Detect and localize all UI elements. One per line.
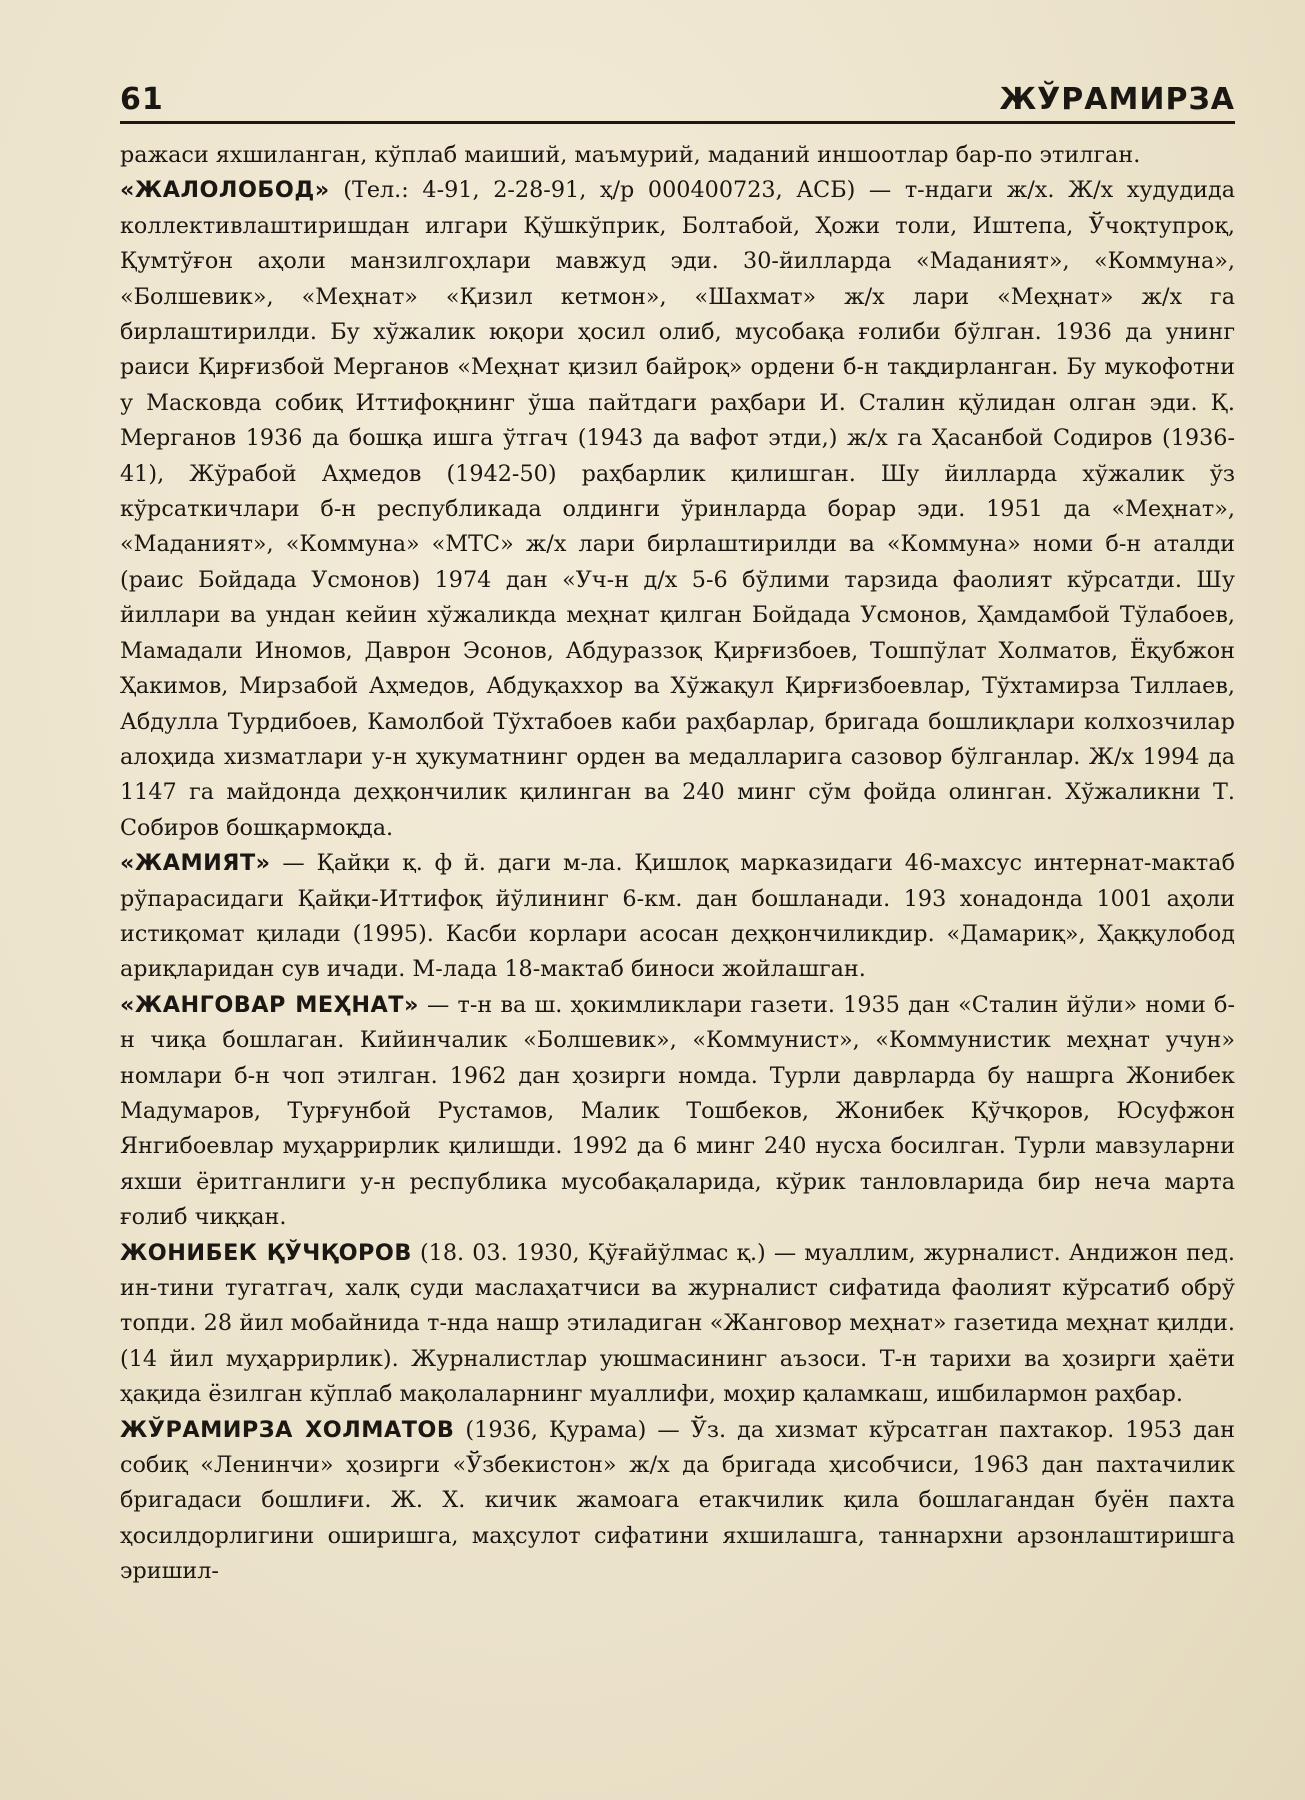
entry-headword: «ЖАНГОВАР МЕҲНАТ»	[120, 991, 419, 1018]
entry-text: (1936, Қурама) — Ўз. да хизмат кўрсатган пахтакор. 1953 дан собиқ «Ленинчи» ҳозирги «Ўзбекистон» ж/х да бригада ҳисобчиси, 1963 дан пахтачилик бригадаси бошлиғи. Ж. Х. кичик жамоага етакчилик қила бошлагандан буён пахта ҳосилдорлигини оширишга, маҳсулот сифатини яхшилашга, таннархни арзонлаштиришга эришил-	[120, 1416, 1235, 1585]
entry-text: — Қайқи қ. ф й. даги м-ла. Қишлоқ марказидаги 46-махсус интернат-мактаб рўпарасидаги Қайқи-Иттифоқ йўлининг 6-км. дан бошланади. 193 хонадонда 1001 аҳоли истиқомат қилади (1995). Касби корлари асосан деҳқончиликдир. «Дамариқ», Ҳаққулобод ариқларидан сув ичади. М-лада 18-мактаб биноси жойлашган.	[120, 850, 1235, 983]
entry-jangovar-mehnat	[120, 988, 1235, 1236]
entry-continuation	[120, 138, 1235, 173]
entry-jonibek-quchqorov	[120, 1236, 1235, 1413]
entry-jalolobod	[120, 173, 1235, 846]
entry-text: ражаси яхшиланган, кўплаб маиший, маъмурий, маданий иншоотлар бар-по этилган.	[120, 142, 1141, 168]
entry-jamiyat	[120, 846, 1235, 988]
running-head: ЖЎРАМИРЗА	[999, 82, 1235, 117]
entry-text: — т-н ва ш. ҳокимликлари газети. 1935 дан «Сталин йўли» номи б-н чиқа бошлаган. Кийинчалик «Болшевик», «Коммунист», «Коммунистик меҳнат учун» номлари б-н чоп этилган. 1962 дан ҳозирги номда. Турли даврларда бу нашрга Жонибек Мадумаров, Турғунбой Рустамов, Малик Тошбеков, Жонибек Қўчқоров, Юсуфжон Янгибоевлар муҳаррирлик қилишди. 1992 да 6 минг 240 нусха босилган. Турли мавзуларни яхши ёритганлиги у-н республика мусобақаларида, кўрик танловларида бир неча марта ғолиб чиққан.	[120, 991, 1235, 1231]
entry-headword: ЖОНИБЕК ҚЎЧҚОРОВ	[120, 1239, 412, 1266]
entry-text: (Тел.: 4-91, 2-28-91, ҳ/р 000400723, АСБ) — т-ндаги ж/х. Ж/х худудида коллективлаштиришдан илгари Қўшкўприк, Болтабой, Ҳожи толи, Иштепа, Ўчоқтупроқ, Қумтўғон аҳоли манзилгоҳлари мавжуд эди. 30-йилларда «Маданият», «Коммуна», «Болшевик», «Меҳнат» «Қизил кетмон», «Шахмат» ж/х лари «Меҳнат» ж/х га бирлаштирилди. Бу хўжалик юқори ҳосил олиб, мусобақа ғолиби бўлган. 1936 да унинг раиси Қирғизбой Мерганов «Меҳнат қизил байроқ» ордени б-н тақдирланган. Бу мукофотни у Масковда собиқ Иттифоқнинг ўша пайтдаги раҳбари И. Сталин қўлидан олган эди. Қ. Мерганов 1936 да бошқа ишга ўтгач (1943 да вафот этди,) ж/х га Ҳасанбой Содиров (1936-41), Жўрабой Аҳмедов (1942-50) раҳбарлик қилишган. Шу йилларда хўжалик ўз кўрсаткичлари б-н республикада олдинги ўринларда борар эди. 1951 да «Меҳнат», «Маданият», «Коммуна» «МТС» ж/х лари бирлаштирилди ва «Коммуна» номи б-н аталди (раис Бойдада Усмонов) 1974 дан «Уч-н д/х 5-6 бўлими тарзида фаолият кўрсатди. Шу йиллари ва ундан кейин хўжаликда меҳнат қилган Бойдада Усмонов, Ҳамдамбой Тўлабоев, Мамадали Иномов, Даврон Эсонов, Абдураззоқ Қирғизбоев, Тошпўлат Холматов, Ёқубжон Ҳакимов, Мирзабой Аҳмедов, Абдуқаххор ва Хўжақул Қирғизбоевлар, Тўхтамирза Тиллаев, Абдулла Турдибоев, Камолбой Тўхтабоев каби раҳбарлар, бригада бошлиқлари колхозчилар алоҳида хизматлари у-н ҳукуматнинг орден ва медалларига сазовор бўлганлар. Ж/х 1994 да 1147 га майдонда деҳқончилик қилинган ва 240 минг сўм фойда олинган. Хўжаликни Т. Собиров бошқармоқда.	[120, 177, 1235, 841]
entry-headword: «ЖАЛОЛОБОД»	[120, 177, 330, 204]
entry-headword: «ЖАМИЯТ»	[120, 850, 271, 877]
page-header	[120, 82, 1235, 124]
body-text	[120, 138, 1235, 1590]
entry-text: (18. 03. 1930, Қўғайўлмас қ.) — муаллим, журналист. Андижон пед. ин-тини тугатгач, халқ суди маслаҳатчиси ва журналист сифатида фаолият кўрсатиб обрў топди. 28 йил мобайнида т-нда нашр этиладиган «Жанговор меҳнат» газетида меҳнат қилди. (14 йил муҳаррирлик). Журналистлар уюшмасининг аъзоси. Т-н тарихи ва ҳозирги ҳаёти ҳақида ёзилган кўплаб мақолаларнинг муаллифи, моҳир қаламкаш, ишбилармон раҳбар.	[120, 1239, 1235, 1408]
page-number: 61	[120, 82, 164, 117]
entry-headword: ЖЎРАМИРЗА ХОЛМАТОВ	[120, 1416, 455, 1443]
entry-juramirza-holmatov	[120, 1413, 1235, 1590]
